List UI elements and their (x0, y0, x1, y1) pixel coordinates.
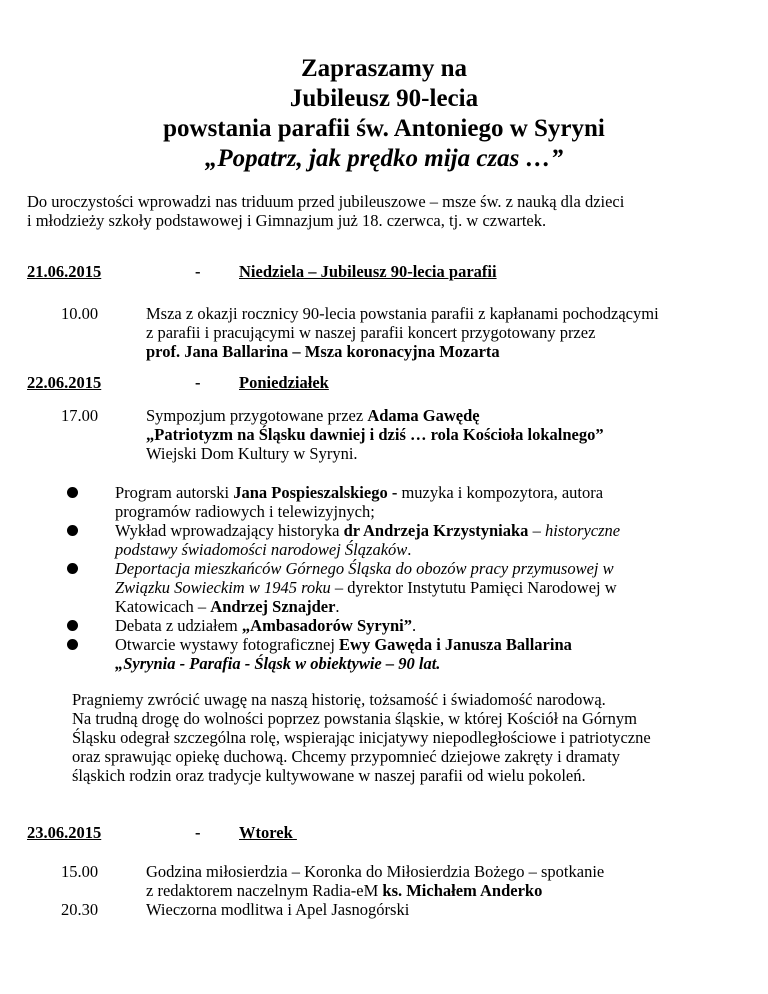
entry-line-part: z redaktorem naczelnym Radia-eM (146, 881, 383, 900)
bullet-icon (67, 563, 78, 574)
text-part: Debata z udziałem (115, 616, 242, 635)
entry-time: 20.30 (61, 900, 99, 919)
text-bold: Jana Pospieszalskiego - (233, 483, 398, 502)
text-bold: „Ambasadorów Syryni” (241, 616, 412, 635)
text-part: – (528, 521, 545, 540)
text-italic: Związku Sowieckim w 1945 roku (115, 578, 331, 597)
bullet-icon (67, 620, 78, 631)
day-header-tuesday (27, 823, 727, 842)
day-dash: - (195, 262, 201, 281)
intro-line-2: i młodzieży szkoły podstawowej i Gimnazjum już 18. czerwca, tj. w czwartek. (27, 211, 547, 230)
day-dash: - (195, 823, 201, 842)
list-item (67, 616, 747, 635)
day-date: 21.06.2015 (27, 262, 102, 281)
paragraph-line: Pragniemy zwrócić uwagę na naszą historię, tożsamość i świadomość narodową. (72, 690, 606, 709)
speaker-name: Adama Gawędę (367, 406, 480, 425)
text-italic: historyczne (544, 521, 621, 540)
mass-title: Msza koronacyjna Mozarta (304, 342, 500, 361)
text-bold: dr Andrzeja Krzystyniaka (343, 521, 529, 540)
entry-time: 17.00 (61, 406, 99, 425)
title-line-1: Zapraszamy na (301, 55, 467, 82)
title-line-2: Jubileusz 90-lecia (289, 85, 479, 112)
title-motto: „Popatrz, jak prędko mija czas …” (204, 145, 564, 172)
text-italic: Deportacja mieszkańców Górnego Śląska do obozów pracy przymusowej w (115, 559, 614, 578)
lecture-title: „Patriotyzm na Śląsku dawniej i dziś … rola Kościoła lokalnego” (146, 425, 604, 444)
text-part: Program autorski (115, 483, 234, 502)
program-list (67, 483, 747, 673)
entry-time: 15.00 (61, 862, 99, 881)
intro-line-1: Do uroczystości wprowadzi nas triduum przed jubileuszowe – msze św. z nauką dla dzieci (27, 192, 625, 211)
text-part: Wykład wprowadzający historyka (115, 521, 344, 540)
entry-line: Msza z okazji rocznicy 90-lecia powstania parafii z kapłanami pochodzącymi (146, 304, 659, 323)
day-date: 23.06.2015 (27, 823, 102, 842)
text-part: Katowicach – (115, 597, 211, 616)
day-header-monday (27, 373, 727, 392)
text-bold: Andrzej Sznajder (210, 597, 336, 616)
entry-line (146, 342, 746, 361)
text-line: programów radiowych i telewizyjnych; (115, 502, 375, 521)
entry-line: Godzina miłosierdzia – Koronka do Miłosierdzia Bożego – spotkanie (146, 862, 605, 881)
text-part: – dyrektor Instytutu Pamięci Narodowej w (330, 578, 617, 597)
list-item (67, 521, 747, 559)
separator: – (288, 342, 305, 361)
entry-text (146, 406, 746, 463)
entry-text (146, 862, 746, 900)
paragraph-line: Na trudną drogę do wolności poprzez powstania śląskie, w której Kościół na Górnym (72, 709, 637, 728)
bullet-icon (67, 487, 78, 498)
paragraph-line: śląskich rodzin oraz tradycje kultywowane w naszej parafii od wielu pokoleń. (72, 766, 586, 785)
entry-line (146, 881, 746, 900)
bullet-icon (67, 525, 78, 536)
text-italic: podstawy świadomości narodowej Ślązaków (115, 540, 408, 559)
entry-line: Wieczorna modlitwa i Apel Jasnogórski (146, 900, 410, 919)
list-item (67, 483, 747, 521)
text-bold: Ewy Gawęda i Janusza Ballarina (339, 635, 572, 654)
day-dash: - (195, 373, 201, 392)
entry-text (146, 900, 746, 919)
list-item (67, 635, 747, 673)
day-date: 22.06.2015 (27, 373, 102, 392)
entry-text (146, 304, 746, 361)
guest-name: ks. Michałem Anderko (382, 881, 543, 900)
text-part: . (407, 540, 412, 559)
day-header-sunday (27, 262, 727, 281)
intro-paragraph (27, 192, 747, 230)
text-bold-italic: „Syrynia - Parafia - Śląsk w obiektywie – 90 lat. (115, 654, 441, 673)
day-name: Niedziela – Jubileusz 90-lecia parafii (239, 262, 497, 281)
text-part: . (335, 597, 340, 616)
entry-time: 10.00 (61, 304, 99, 323)
entry-line-part: Sympozjum przygotowane przez (146, 406, 368, 425)
text-part: muzyka i kompozytora, autora (397, 483, 604, 502)
bullet-icon (67, 639, 78, 650)
paragraph-line: oraz sprawując opiekę duchową. Chcemy przypomnieć dziejowe zakręty i dramaty (72, 747, 620, 766)
closing-paragraph (72, 690, 752, 785)
text-part: . (411, 616, 417, 635)
performer-name: prof. Jana Ballarina (146, 342, 289, 361)
day-name: Poniedziałek (239, 373, 329, 392)
entry-line (146, 406, 746, 425)
day-name: Wtorek (239, 823, 297, 842)
entry-line: z parafii i pracującymi w naszej parafii koncert przygotowany przez (146, 323, 596, 342)
page-title (0, 54, 768, 174)
text-part: Otwarcie wystawy fotograficznej (115, 635, 340, 654)
list-item (67, 559, 747, 616)
title-line-3: powstania parafii św. Antoniego w Syryni (163, 115, 605, 142)
venue: Wiejski Dom Kultury w Syryni. (146, 444, 358, 463)
paragraph-line: Śląsku odegrał szczególna rolę, wspierając inicjatywy niepodległościowe i patriotyczne (72, 728, 651, 747)
